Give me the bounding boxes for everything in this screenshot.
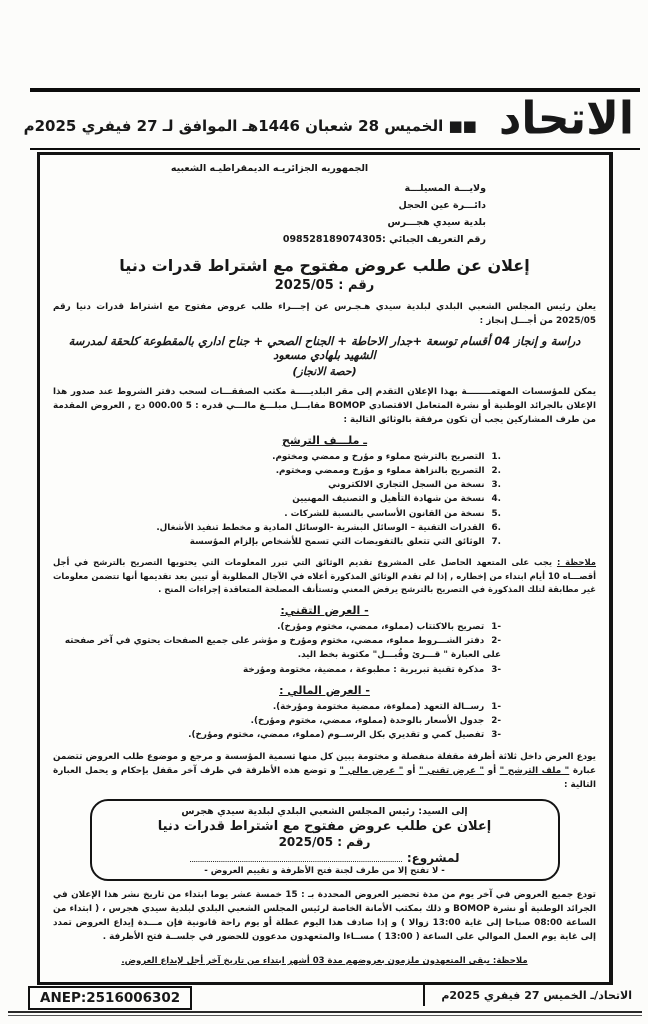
technical-item: تصريح بالاكتتاب (مملوء، ممضي، مختوم ومؤرخ). — [277, 621, 485, 632]
masthead-date: ■■ الخميس 28 شعبان 1446هـ الموافق لـ 27 فيفري 2025م — [23, 117, 477, 135]
candidacy-item: نسخة من شهادة التأهيل و التصنيف المهنيين — [292, 494, 485, 505]
daira-line: دائـــرة عين الحجل — [398, 200, 486, 212]
announcement-document — [37, 152, 613, 985]
envelope-address-box — [90, 799, 560, 881]
financial-item: تفصيل كمي و تقديري بكل الرســوم (مملوء، ممضي، مختوم ومؤرخ). — [188, 730, 485, 741]
box-warning-line: - لا تفتح إلا من طرف لجنة فتح الأظرفة و تقييم العروض - — [204, 865, 445, 876]
box-number-line: رقم : 2025/05 — [278, 834, 371, 849]
project-lot-note: (حصة الانجاز) — [292, 364, 357, 378]
envelope-paragraph — [53, 750, 596, 792]
validity-note: ملاحظة: يبقى المتعهدون ملزمون بعروضهم مدة 03 أشهر ابتداء من تاريخ آخر أجل لإيداع العروض. — [121, 955, 528, 966]
envelope-technical-label: " عرض تقني " — [418, 765, 485, 776]
candidacy-item: التصريح بالترشح مملوء و مؤرخ و ممضي ومختوم. — [272, 451, 485, 462]
project-description: دراسة و إنجاز 04 أقسام توسعة +جدار الاحاطة + الجناح الصحي + جناح اداري بالمقطوعة كلحقة لمدرسة الشهيد بلهادي مسعود — [68, 333, 581, 362]
box-project-line — [104, 851, 546, 865]
box-title: إعلان عن طلب عروض مفتوح مع اشتراط قدرات دنيا — [157, 818, 492, 834]
note-label: ملاحظة : — [556, 557, 596, 568]
wilaya-line: ولايـــة المسيلـــة — [404, 183, 486, 194]
technical-item: مذكرة تقنية تبريرية : مطبوعة ، ممضية، مختومة ومؤرخة — [243, 664, 485, 675]
masthead — [23, 88, 640, 150]
republic-line — [53, 163, 596, 174]
technical-offer-list — [53, 620, 501, 677]
box-project-label: لمشروع: — [406, 850, 460, 865]
anep-reference: ANEP:2516006302 — [28, 986, 192, 1010]
candidacy-item: القدرات التقنية – الوسائل البشرية -الوسائل المادية و مخطط تنفيذ الأشغال. — [156, 522, 485, 533]
republic-text: الجمهوريه الجزائريـه الديمقراطيـه الشعبيه — [170, 163, 369, 174]
envelope-or: أو — [406, 765, 416, 776]
intro-paragraph: يعلن رئيس المجلس الشعبي البلدي لبلدية سيدي هـجـرس عن إجـــراء طلب عروض مفتوح مع اشتراط قدرات دنيا رقم 2025/05 من أجـــل إنجاز : — [53, 302, 596, 327]
deposit-paragraph: تودع جميع العروض في آخر يوم من مدة تحضير العروض المحددة بـ : 15 خمسة عشر يوما ابتداء من تاريخ نشر هذا الإعلان في الجرائد الوطنية أو نشرة BOMOP و ذلك بمكتب الأمانة الخاصة لرئيس المجلس الشعبي البلدي لبلدية سيدي هجرس ، ( ابتداء من الساعة 08:00 صباحا إلى غاية 13:00 زوالا ) و إذا صادف هذا اليوم عطلة أو يوم راحة قانونية فإن مـــدة إيداع العروض تمدد إلى غاية يوم العمل الموالي على الساعة ( 13:00 ) مســاءا والمتعهدون مدعوون للحضور في جلســة فتح الأظرفة . — [53, 889, 597, 942]
newspaper-logo: الاتحاد — [498, 92, 634, 145]
tax-id-line: رقم التعريف الجبائي :098528189074305 — [282, 234, 486, 246]
envelope-file-label: " ملف الترشح " — [499, 765, 570, 776]
box-addressee-line: إلى السيد: رئيس المجلس الشعبي البلدي لبلدية سيدي هجرس — [181, 805, 468, 817]
page-footer — [8, 985, 642, 1019]
financial-offer-list — [53, 700, 501, 743]
financial-item: رســالة التعهد (مملوءة، ممضية مختومة ومؤرخة). — [272, 701, 485, 712]
envelope-intro: يودع العرض داخل ثلاثة أظرفة مقفلة منفصلة و مختومة يبين كل منها تسمية المؤسسة و مرجع و موضوع طلب العروض تتضمن عبارة — [53, 751, 596, 776]
candidacy-item: نسخة من القانون الأساسي بالنسبة للشركات . — [284, 508, 485, 519]
commune-line: بلدية سيدي هجـــرس — [387, 217, 486, 229]
candidacy-file-heading: ـ ملـــف الترشح — [281, 433, 368, 447]
note-paragraph — [53, 556, 596, 596]
footer-rule — [8, 1015, 642, 1016]
candidacy-item: نسخة من السجل التجاري الالكتروني — [328, 480, 485, 491]
issuing-authority-block — [53, 180, 596, 248]
announcement-title: إعلان عن طلب عروض مفتوح مع اشتراط قدرات دنيا — [119, 256, 530, 276]
envelope-or: أو — [487, 765, 497, 776]
financial-item: جدول الأسعار بالوحدة (مملوء، ممضي، مختوم ومؤرخ). — [250, 716, 485, 726]
envelope-financial-label: " عرض مالي " — [339, 765, 404, 776]
envelope-outro: و توضع هذه الأظرفة في ظرف آخر مقفل بإحكام و يحمل العبارة التالية : — [53, 765, 596, 790]
withdraw-paragraph: يمكن للمؤسسات المهتمــــــــة بهذا الإعلان التقدم إلى مقر البلديـــــة مكتب الصفقـــات لسحب دفتر الشروط عند صدور هذا الإعلان بالجرائد الوطنية أو نشرة المتعامل الاقتصادي BOMOP مقابـــل مبلـــغ مالـــي قدره : 5 000.00 دج , العروض المقدمة من طرف المشاركين يجب أن تكون مرفقة بالوثائق التالية : — [53, 386, 596, 425]
box-dotted-line: ...................................................................................................... — [189, 857, 403, 864]
footer-date-line: الاتحاد/ـ الخميس 27 فيفري 2025م — [423, 985, 642, 1006]
candidacy-item: الوثائق التي تتعلق بالتفويضات التي تسمح للأشخاص بإلزام المؤسسة — [189, 537, 485, 548]
announcement-number: رقم : 2025/05 — [274, 278, 375, 294]
note-text: يجب على المتعهد الحاصل على المشروع تقديم الوثائق التي تبرر المعلومات التي يحتويها التصريح بالترشح في أجل أقصـــاه 10 أيام ابتداء من إخطاره , إذا لم تقدم الوثائق المذكورة أعلاه في الآجال المطلوبة أو تبين بعد تقديمها أنها تتضمن معلومات غير مطابقة لتلك المذكورة في التصريح بالترشح يرفض المعني وتستأنف المصلحة المتعاقدة إجراءات المنح . — [53, 557, 597, 595]
technical-offer-heading: - العرض التقني: — [280, 603, 369, 617]
candidacy-item: التصريح بالنزاهة مملوء و مؤرخ وممضي ومختوم. — [275, 465, 485, 476]
candidacy-file-list — [53, 450, 501, 550]
footer-rule — [8, 1011, 642, 1013]
technical-item: دفتر الشـــروط مملوء، ممضي، مختوم ومؤرخ و مؤشر على جميع الصفحات يحتوي في آخر صفحته على العبارة " قـــرئ وقُبـــل" مكتوبة بخط اليد. — [64, 636, 501, 661]
financial-offer-heading: - العرض المالي : — [279, 683, 370, 697]
